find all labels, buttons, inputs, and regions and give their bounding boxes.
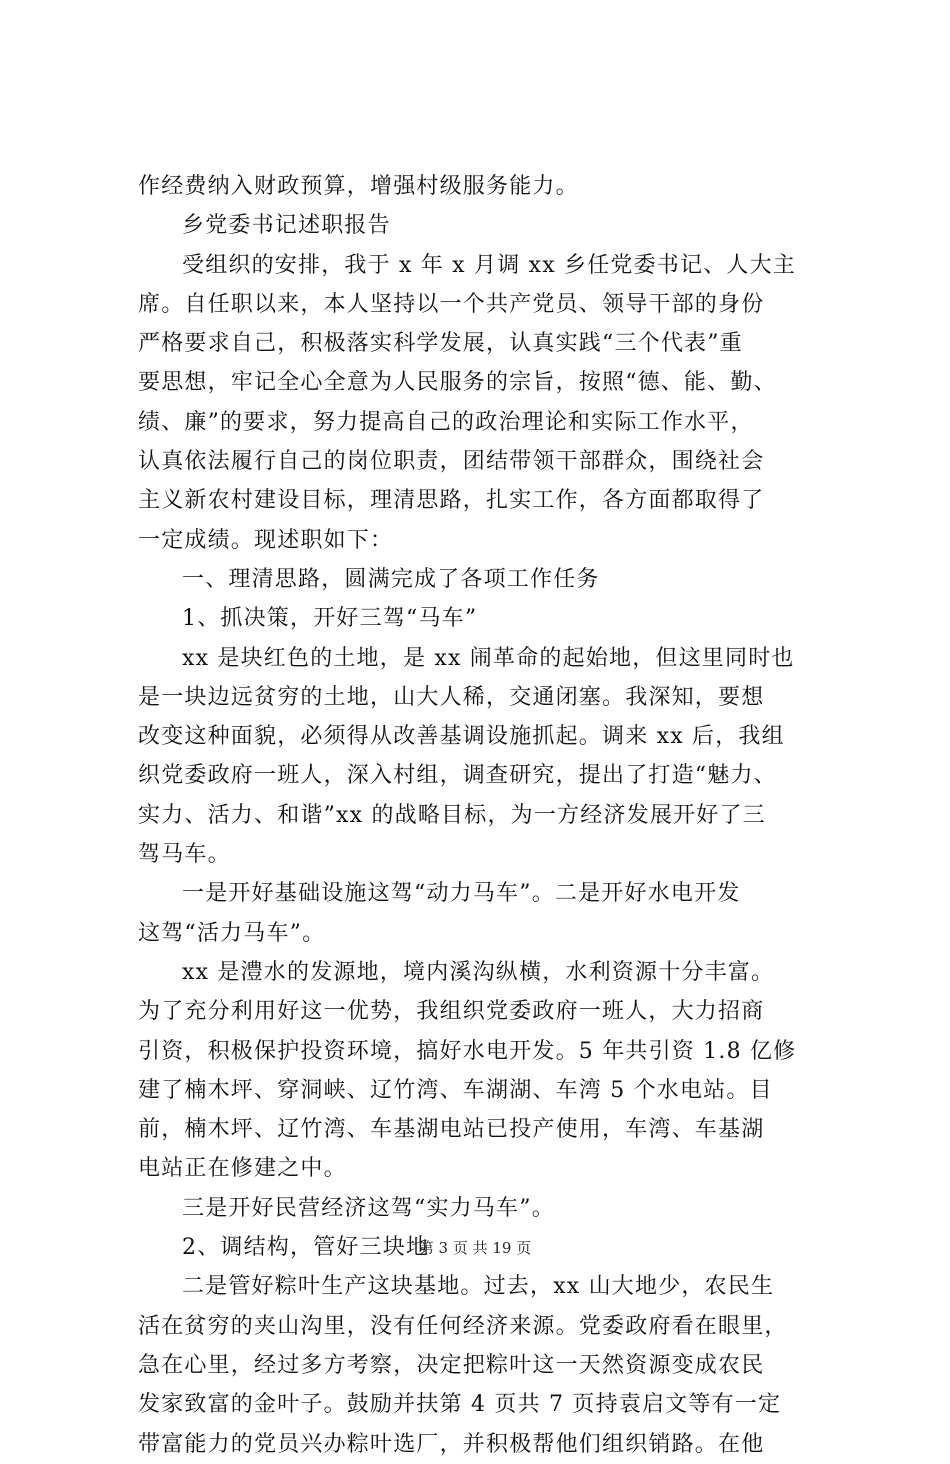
- text-line: 改变这种面貌，必须得从改善基调设施抓起。调来 xx 后，我组: [138, 724, 785, 750]
- text-line: 作经费纳入财政预算，增强村级服务能力。: [138, 174, 579, 199]
- text-line: xx 是块红色的土地，是 xx 闹革命的起始地，但这里同时也: [182, 645, 795, 671]
- text-line: 急在心里，经过多方考察，决定把粽叶这一天然资源变成农民: [138, 1352, 765, 1378]
- text-line: 三是开好民营经济这驾“实力马车”。: [182, 1195, 555, 1221]
- text-line: 一、理清思路，圆满完成了各项工作任务: [182, 566, 600, 592]
- text-line: 受组织的安排，我于 x 年 x 月调 xx 乡任党委书记、人大主: [182, 252, 796, 278]
- text-line: 认真依法履行自己的岗位职责，团结带领干部群众，围绕社会: [138, 449, 765, 475]
- text-line: 一定成绩。现述职如下：: [138, 527, 394, 553]
- text-line: 2、调结构，管好三块地: [182, 1235, 430, 1261]
- document-body: [138, 167, 838, 1464]
- text-line: 建了楠木坪、穿洞峡、辽竹湾、车湖湖、车湾 5 个水电站。目: [138, 1077, 773, 1103]
- text-line: xx 是澧水的发源地，境内溪沟纵横，水利资源十分丰富。: [182, 959, 775, 985]
- text-line: 前，楠木坪、辽竹湾、车基湖电站已投产使用，车湾、车基湖: [138, 1117, 765, 1143]
- text-line: 织党委政府一班人，深入村组，调查研究，提出了打造“魅力、: [138, 763, 777, 789]
- text-line: 1、抓决策，开好三驾“马车”: [182, 606, 478, 632]
- page-footer: 第 3 页 共 19 页: [418, 1239, 532, 1257]
- text-line: 绩、廉”的要求，努力提高自己的政治理论和实际工作水平，: [138, 409, 754, 435]
- text-line: 为了充分利用好这一优势，我组织党委政府一班人，大力招商: [138, 999, 765, 1025]
- text-line: 驾马车。: [138, 842, 231, 868]
- text-line: 一是开好基础设施这驾“动力马车”。二是开好水电开发: [182, 881, 741, 907]
- text-line: 实力、活力、和谐”xx 的战略目标，为一方经济发展开好了三: [138, 802, 766, 828]
- text-line: 引资，积极保护投资环境，搞好水电开发。5 年共引资 1.8 亿修: [138, 1038, 797, 1064]
- text-line: 二是管好粽叶生产这块基地。过去，xx 山大地少，农民生: [182, 1274, 775, 1300]
- text-line: 主义新农村建设目标，理清思路，扎实工作，各方面都取得了: [138, 488, 765, 514]
- text-line: 席。自任职以来，本人坚持以一个共产党员、领导干部的身份: [138, 291, 765, 317]
- text-line: 要思想，牢记全心全意为人民服务的宗旨，按照“德、能、勤、: [138, 370, 777, 396]
- text-line: 带富能力的党员兴办粽叶选厂，并积极帮他们组织销路。在他: [138, 1431, 765, 1457]
- text-line: 活在贫穷的夹山沟里，没有任何经济来源。党委政府看在眼里，: [138, 1313, 788, 1339]
- text-line: 乡党委书记述职报告: [182, 213, 391, 239]
- text-line: 发家致富的金叶子。鼓励并扶第 4 页共 7 页持袁启文等有一定: [138, 1392, 782, 1418]
- text-line: 这驾“活力马车”。: [138, 920, 326, 946]
- text-line: 严格要求自己，积极落实科学发展，认真实践“三个代表”重: [138, 331, 743, 357]
- text-line: 电站正在修建之中。: [138, 1156, 347, 1182]
- text-line: 是一块边远贫穷的土地，山大人稀，交通闭塞。我深知，要想: [138, 684, 765, 710]
